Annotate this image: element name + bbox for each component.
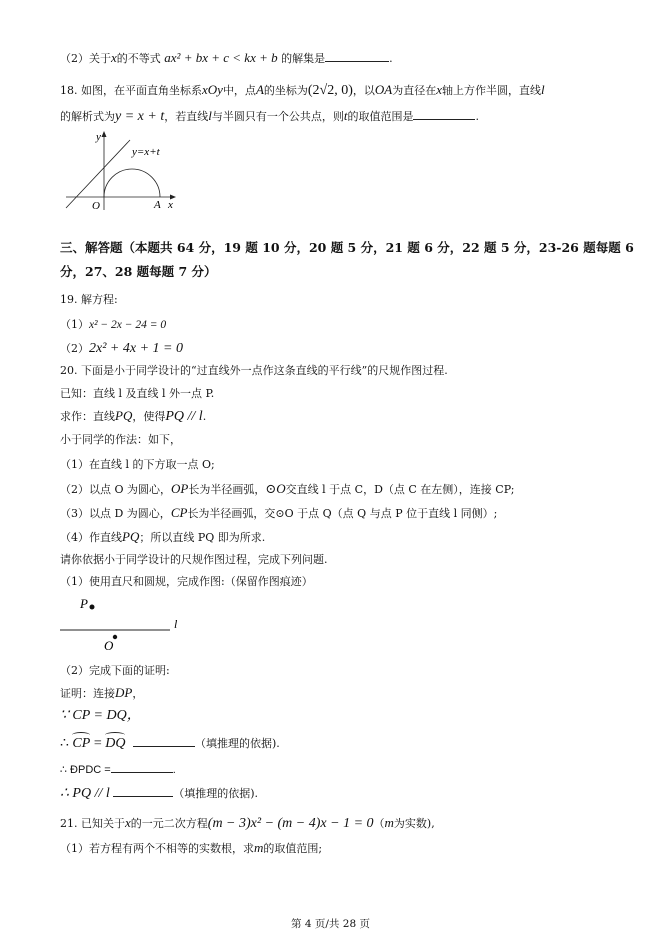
q20-parallel: PQ // l (165, 409, 203, 424)
q20-find (60, 408, 206, 425)
q20-known: 已知：直线 l 及直线 l 外一点 P. (60, 387, 215, 400)
q18-end: . (475, 110, 479, 123)
q20-method: 小于同学的作法：如下， (60, 433, 181, 446)
q20-op: OP (171, 481, 189, 496)
section3-line1: 三、解答题（本题共 64 分，19 题 10 分，20 题 5 分，21 题 6 分，22 题 5 分，23-26 题每题 6 (60, 240, 634, 255)
q20-conclusion (60, 785, 258, 802)
q20-text: 交直线 l 于点 C，D（点 C 在左侧），连接 CP; (285, 483, 515, 496)
q20-pq: PQ (115, 408, 133, 423)
q19-p1-eq: x² − 2x − 24 = 0 (89, 319, 167, 331)
q21-m: m (254, 840, 264, 855)
q18-text: ，若直线 (164, 110, 209, 123)
q21-text: （1）若方程有两个不相等的实数根，求 (60, 842, 254, 855)
q19-part2 (60, 341, 183, 357)
q21-x: x (125, 815, 131, 830)
o-label: O (92, 200, 100, 212)
line-label: y=x+t (132, 146, 160, 158)
q17-text-mid: 的不等式 (116, 52, 161, 65)
x-label: x (168, 199, 173, 211)
q20-note: （填推理的依据). (194, 737, 280, 750)
q20-step3 (60, 505, 497, 522)
equals-sign: = (90, 736, 106, 751)
q19-p1-label: （1） (60, 318, 89, 331)
q20-step2 (60, 481, 514, 498)
arc-dq-text: DQ (105, 736, 126, 751)
q18-figure (60, 128, 190, 214)
q19-p2-eq: 2x² + 4x + 1 = 0 (89, 341, 183, 356)
page-footer: 第 4 页/共 28 页 (291, 918, 370, 930)
q20-angle-line (60, 761, 176, 778)
q20-text: 长为半径画弧， (188, 483, 266, 496)
q18-text: 的坐标为 (263, 84, 308, 97)
point-o (113, 635, 117, 639)
q20-instruction: 请你依据小于同学设计的尺规作图过程，完成下列问题. (60, 553, 328, 566)
q20-because: ∵ CP = DQ， (60, 708, 141, 723)
a-label: A (154, 199, 161, 211)
q18-oa: OA (374, 82, 393, 97)
q18-text: 中，点 (222, 84, 256, 97)
q18-text: 与半圆只有一个公共点，则 (211, 110, 344, 123)
q18-x: x (436, 82, 443, 97)
q20-figure[interactable] (58, 594, 188, 652)
arc-cp (72, 736, 90, 751)
q17-inequality: ax² + bx + c < kx + b (164, 50, 278, 65)
q20-end: . (172, 764, 176, 776)
y-axis-arrow (102, 131, 107, 137)
q18-xoy: xOy (202, 82, 223, 97)
q18-l: l (208, 108, 212, 123)
q18-text: 轴上方作半圆，直线 (442, 84, 542, 97)
q20-text: （2）以点 O 为圆心， (60, 483, 172, 496)
q18-text: 的取值范围是 (347, 110, 414, 123)
q20-circle-o: ⊙O (265, 481, 286, 496)
q19-p2-label: （2） (60, 342, 89, 355)
arc-mark-icon (72, 732, 90, 738)
q18-l: l (541, 82, 545, 97)
q20-text: 长为半径画弧，交⊙O 于点 Q（点 Q 与点 P 位于直线 l 同侧）; (187, 507, 498, 520)
point-p (90, 605, 95, 610)
q20-concl: ∴ PQ // l (60, 786, 110, 801)
q20-text: ，使得 (132, 410, 166, 423)
q21-text: 的一元二次方程 (130, 817, 208, 830)
q20-text: ；所以直线 PQ 即为所求. (139, 531, 266, 544)
q20-text: ， (132, 687, 144, 700)
q20-step4 (60, 529, 265, 546)
q20-text: 求作：直线 (60, 410, 115, 423)
q21-m: m (384, 815, 394, 830)
q21-text: 21. 已知关于 (60, 817, 125, 830)
answer-blank[interactable] (111, 761, 173, 773)
line-l-label: l (174, 617, 178, 631)
q17-suffix: 的解集是 (281, 52, 326, 65)
q20-part1: （1）使用直尺和圆规，完成作图:（保留作图痕迹） (60, 575, 313, 588)
q20-pq: PQ (122, 529, 140, 544)
angle-text: ∴ ÐPDC = (60, 764, 111, 776)
y-label: y (96, 131, 101, 143)
q21-part1 (60, 840, 322, 857)
q20-text: 证明：连接 (60, 687, 115, 700)
q18-line2 (60, 108, 479, 125)
q20-text: . (202, 410, 207, 423)
answer-blank[interactable] (133, 735, 195, 747)
q18-line1 (60, 82, 545, 99)
arc-mark-icon (105, 732, 125, 738)
q20-dp: DP (115, 685, 133, 700)
q18-equation: y = x + t (115, 109, 165, 124)
q20-proof-start (60, 685, 143, 702)
arc-cp-text: CP (72, 736, 91, 751)
q17-var: x (111, 50, 117, 65)
q21-equation: (m − 3)x² − (m − 4)x − 1 = 0 (207, 816, 374, 831)
q18-text: 18. 如图，在平面直角坐标系 (60, 84, 202, 97)
q20-part2: （2）完成下面的证明: (60, 664, 170, 677)
answer-blank[interactable] (325, 50, 389, 62)
q18-text: 的解析式为 (60, 110, 115, 123)
q20-note: （填推理的依据). (173, 787, 259, 800)
answer-blank[interactable] (413, 108, 475, 120)
q19-part1 (60, 317, 166, 333)
q21-text: （ (373, 817, 385, 830)
q17-text: （2）关于 (60, 52, 111, 65)
q19-title: 19. 解方程: (60, 293, 118, 306)
q20-title: 20. 下面是小于同学设计的“过直线外一点作这条直线的平行线”的尺规作图过程. (60, 364, 448, 377)
q17-part2 (60, 50, 393, 67)
section3-line2: 分，27、28 题每题 7 分） (60, 264, 217, 279)
q18-text: 为直径在 (392, 84, 437, 97)
therefore-symbol: ∴ (60, 736, 69, 751)
q20-cp: CP (170, 505, 188, 520)
q18-point-a: A (255, 82, 264, 97)
q18-text: ，以 (352, 84, 375, 97)
semicircle (104, 169, 160, 197)
point-o-label: O (104, 638, 114, 652)
q18-t: t (343, 108, 348, 123)
q17-end: . (389, 52, 393, 65)
q21-text: 的取值范围; (263, 842, 323, 855)
q20-text: （3）以点 D 为圆心， (60, 507, 171, 520)
q21-text: 为实数), (393, 817, 435, 830)
arc-dq (105, 736, 125, 751)
q20-text: （4）作直线 (60, 531, 122, 544)
answer-blank[interactable] (113, 785, 173, 797)
q20-arc-line (60, 735, 280, 752)
line-y-x-t (66, 140, 130, 208)
q21-line1 (60, 815, 435, 832)
q20-step1: （1）在直线 l 的下方取一点 O; (60, 458, 215, 471)
q18-coord: (2√2, 0) (307, 83, 353, 98)
point-p-label: P (80, 596, 88, 611)
